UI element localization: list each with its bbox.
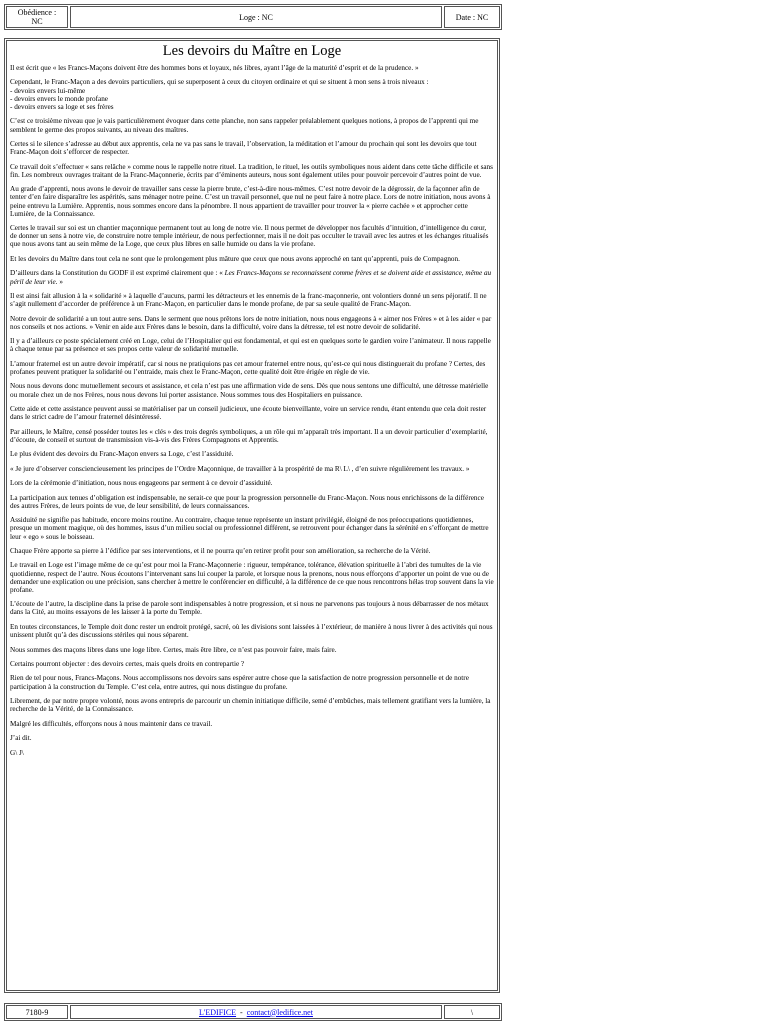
paragraph: Chaque Frère apporte sa pierre à l’édifice par ses interventions, et il ne pourra qu’en retirer profit pour son amélioration, sa recherche de la Vérité. (10, 546, 431, 555)
paragraph: Cette aide et cette assistance peuvent aussi se matérialiser par un conseil judicieux, une écoute bienveillante, voire un service rendu, étant entendu que cela doit rester dans le strict cadre de l’amour fraternel désintéressé. (10, 405, 487, 422)
paragraph: Ce travail doit s’effectuer « sans relâche » comme nous le rappelle notre rituel. La tradition, le rituel, les outils symboliques nous aident dans cette tâche difficile et sans fin. Les nombreux ouvrages traitant de la Franc-Maçonnerie, écrits par d’éminents auteurs, nous sont également utiles pour pouvoir percevoir d’autres point de vue. (10, 162, 493, 179)
footer-ref: 7180-9 (25, 1007, 49, 1017)
paragraph: Notre devoir de solidarité a un tout autre sens. Dans le serment que nous prêtons lors de notre initiation, nous nous engageons à « aimer nos Frères » et à les aider « par nos conseils et nos actions. » Venir en aide aux Frères dans le besoin, dans la difficulté, voire dans la détresse, tel est notre devoir de solidarité. (10, 314, 492, 331)
obedience-value: NC (31, 17, 43, 26)
footer-separator: - (240, 1007, 243, 1017)
paragraph: J’ai dit. (10, 734, 32, 743)
paragraph: Il est ainsi fait allusion à la « solidarité » à laquelle d’aucuns, parmi les détracteurs et les ennemis de la franc-maçonnerie, ont volontiers donné un sens péjoratif. Il ne s’agit nullement d’accorder de préférence à un Franc-Maçon, en particulier dans le monde profane, de par sa seule qualité de Franc-Maçon. (10, 291, 487, 309)
paragraph: Il y a d’ailleurs ce poste spécialement créé en Loge, celui de l’Hospitalier qui est fondamental, et qui est en quelques sorte le gardien voire l’animateur. Il nous rappelle à chaque tenue par sa présence et ses propos cette valeur de solidarité mutuelle. (10, 337, 491, 354)
paragraph: Nous nous devons donc mutuellement secours et assistance, et cela n’est pas une affirmation vide de sens. Dès que nous sentons une difficulté, une détresse matérielle ou morale chez un de nos Frères, nous nous devons lui porter assistance. Nous sommes tous des Hospitaliers en puissance. (10, 382, 489, 399)
paragraph: Et les devoirs du Maître dans tout cela ne sont que le prolongement plus mâture que ceux que nous avons approché en tant qu’apprenti, puis de Compagnon. (10, 254, 460, 263)
footer-ref-cell (6, 1005, 68, 1019)
obedience-label: Obédience : (17, 8, 57, 17)
paragraph: G\ J\ (10, 748, 24, 757)
paragraph: Malgré les difficultés, efforçons nous à nous maintenir dans ce travail. (10, 719, 213, 728)
paragraph: Rien de tel pour nous, Francs-Maçons. Nous accomplissons nos devoirs sans espérer autre chose que la satisfaction de notre progression personnelle et de notre participation à la construction du Temple. C’est cela, entre autres, qui nous distingue du profane. (10, 674, 469, 691)
paragraph: L’écoute de l’autre, la discipline dans la prise de parole sont indispensables à notre progression, et si nous ne parvenons pas toujours à nous débarrasser de nos métaux dans la Cité, au moins essayons de les laisser à la porte du Temple. (10, 600, 489, 617)
paragraph: Il est écrit que « les Francs-Maçons doivent être des hommes bons et loyaux, nés libres, ayant l’âge de la maturité d’esprit et de la prudence. » (10, 64, 419, 72)
footer-right: \ (470, 1007, 474, 1017)
document-text (10, 64, 494, 757)
footer-table (4, 1003, 502, 1021)
paragraph: Le plus évident des devoirs du Franc-Maçon envers sa Loge, c’est l’assiduité. (10, 450, 234, 459)
paragraph: Certes le travail sur soi est un chantier maçonnique permanent tout au long de notre vie. Il nous permet de développer nos facultés d’intuition, d’intelligence du cœur, de donner un sens à notre vie, de construire notre temple intérieur, de nous perfectionner, mais il ne doit pas occulter le travail avec les autres et les échanges ritualisés que nous avons tant au sein même de la Loge, que ceux plus libres en salle humide ou dans la vie profane. (10, 224, 489, 249)
lodge-cell (70, 6, 442, 28)
site-link[interactable]: L'EDIFICE (199, 1007, 237, 1017)
paragraph: Assiduité ne signifie pas habitude, encore moins routine. Au contraire, chaque tenue représente un instant privilégié, éloigné de nos préoccupations quotidiennes, presque un moment magique, où des hommes, issus d’un milieu social ou professionnel différent, se retrouvent pour échanger dans la sérénité en s’efforçant de mettre leur « ego » sous le boisseau. (10, 516, 489, 541)
document-frame (4, 38, 500, 993)
paragraph: Librement, de par notre propre volonté, nous avons entrepris de parcourir un chemin initiatique difficile, semé d’embûches, mais tellement gratifiant vers la lumière, la recherche de la Vérité, de la Connaissance. (10, 697, 491, 714)
paragraph: Lors de la cérémonie d’initiation, nous nous engageons par serment à ce devoir d’assiduité. (10, 479, 273, 488)
paragraph: Au grade d’apprenti, nous avons le devoir de travailler sans cesse la pierre brute, c’est-à-dire nous-mêmes. C’est notre devoir de la dégrossir, de la façonner afin de tenter d’en faire disparaître les aspérités, sans ménager notre peine. C’est un travail personnel, que nul ne peut faire à notre place. Lors de notre initiation, nous avons à peine entrevu la Lumière. Apprentis, nous sommes encore dans la pénombre. Il nous appartient de travailler pour trouver la « pierre cachée » et approcher cette Lumière, de la Connaissance. (10, 185, 491, 218)
page-title: Les devoirs du Maître en Loge (162, 43, 342, 59)
email-link[interactable]: contact@ledifice.net (246, 1007, 313, 1017)
paragraph: Certains pourront objecter : des devoirs certes, mais quels droits en contrepartie ? (10, 660, 245, 668)
paragraph: La participation aux tenues d’obligation est indispensable, ne serait-ce que pour la progression personnelle du Franc-Maçon. Nous nous enrichissons de la différence des autres Frères, de leurs points de vue, de leur sensibilité, de leurs connaissances. (10, 493, 484, 510)
paragraph: « Je jure d’observer consciencieusement les principes de l’Ordre Maçonnique, de travailler à la prospérité de ma R\ L\ , d’en suivre régulièrement les travaux. » (10, 464, 470, 473)
paragraph: En toutes circonstances, le Temple doit donc rester un endroit protégé, sacré, où les divisions sont laissées à l’extérieur, de manière à nous livrer à des activités qui nous unissent plutôt qu’à des discussions stériles qui nous séparent. (10, 622, 493, 640)
paragraph: Certes si le silence s’adresse au début aux apprentis, cela ne va pas sans le travail, l’observation, la méditation et l’amour du prochain qui sont les devoirs que tout Franc-Maçon doit s’efforcer de respecter. (10, 139, 477, 157)
paragraph: C’est ce troisième niveau que je vais particulièrement évoquer dans cette planche, non sans rappeler préalablement quelques notions, à propos de l’apprenti qui me semblent le germe des propos suivants, au niveau des maîtres. (10, 117, 479, 134)
document-body (6, 40, 498, 991)
lodge-label: Loge : NC (239, 12, 273, 22)
header-table (4, 4, 502, 30)
footer-site-cell (70, 1005, 442, 1019)
date-label: Date : NC (455, 12, 489, 22)
paragraph: Le travail en Loge est l’image même de ce qu’est pour moi la Franc-Maçonnerie : rigueur, tempérance, tolérance, élévation spirituelle à l’abri des tumultes de la vie quotidienne, respect de l’autre. Nous écoutons l’intervenant sans lui couper la parole, et lorsque nous la prenons, nous nous efforçons d’apporter un point de vue ou de demander une explication ou une précision, sans chercher à mettre le conférencier en difficulté, à la différence de ce que nous rencontrons hélas trop souvent dans la vie profane. (10, 561, 494, 594)
paragraph: Nous sommes des maçons libres dans une loge libre. Certes, mais être libre, ce n’est pas pouvoir faire, mais faire. (10, 645, 337, 654)
footer-right-cell (444, 1005, 500, 1019)
paragraph: Par ailleurs, le Maître, censé posséder toutes les « clés » des trois degrés symboliques, a un rôle qui m’apparaît très important. Il a un devoir particulier d’exemplarité, d’écoute, de conseil et surtout de transmission vis-à-vis des Frères Compagnons et Apprentis. (10, 427, 488, 444)
date-cell (444, 6, 500, 28)
paragraph: D’ailleurs dans la Constitution du GODF il est exprimé clairement que : « Les Francs-Maçons se reconnaissent comme frères et se doivent aide et assistance, même au péril de leur vie. » (10, 269, 492, 286)
paragraph: Cependant, le Franc-Maçon a des devoirs particuliers, qui se superposent à ceux du citoyen ordinaire et qui se situent à mon sens à trois niveaux : - devoirs envers lui-même - devoirs envers le monde profane - devoirs envers sa loge et ses frères (10, 78, 429, 111)
obedience-cell (6, 6, 68, 28)
paragraph: L’amour fraternel est un autre devoir impératif, car si nous ne pratiquions pas cet amour fraternel entre nous, qu’est-ce qui nous distinguerait du profane ? Certes, des profanes peuvent pratiquer la solidarité ou l’entraide, mais chez le Franc-Maçon, cette qualité doit être érigée en règle de vie. (10, 359, 486, 376)
